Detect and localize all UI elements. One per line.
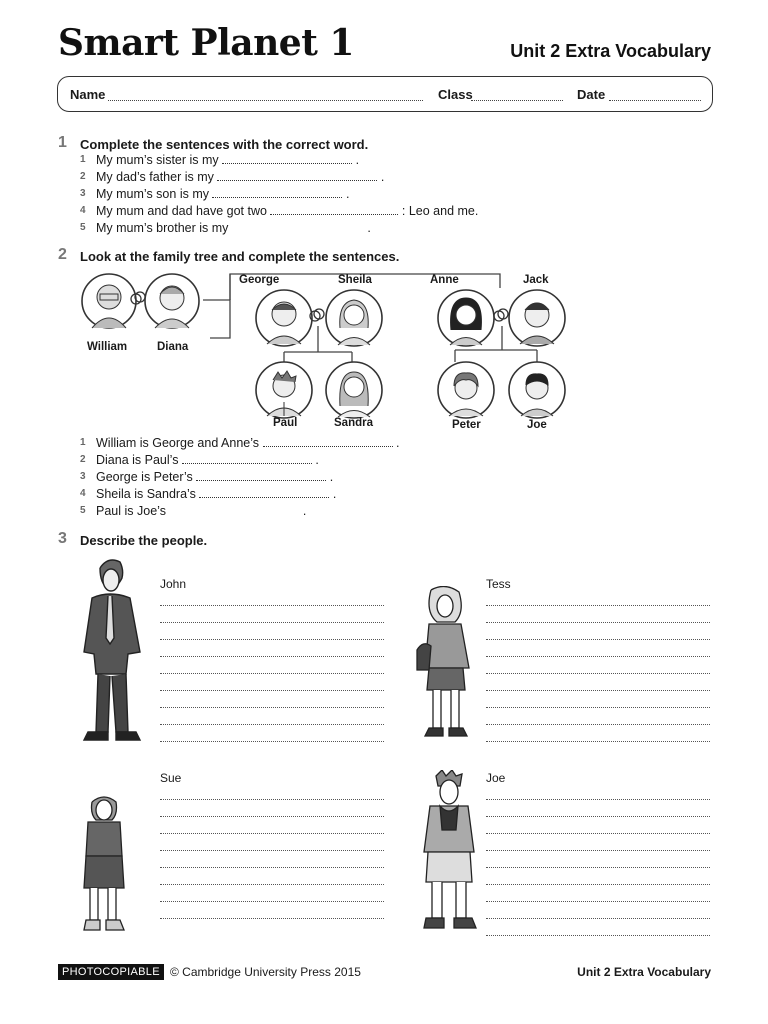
tree-name-sheila: Sheila <box>338 274 372 286</box>
portrait-anne-icon <box>436 288 496 348</box>
sue-writing-line[interactable] <box>160 918 384 919</box>
answer-blank[interactable] <box>199 487 329 498</box>
ring-icon <box>308 306 326 324</box>
portrait-diana-icon <box>143 272 201 330</box>
section-2-number: 2 <box>58 246 67 263</box>
tess-writing-line[interactable] <box>486 673 710 674</box>
joe-writing-line[interactable] <box>486 867 710 868</box>
date-label: Date <box>577 87 606 102</box>
class-field[interactable] <box>471 100 563 101</box>
tess-writing-line[interactable] <box>486 605 710 606</box>
tess-writing-line[interactable] <box>486 656 710 657</box>
joe-writing-line[interactable] <box>486 833 710 834</box>
sue-figure-illustration <box>78 794 130 936</box>
portrait-george-icon <box>254 288 314 348</box>
sue-writing-line[interactable] <box>160 884 384 885</box>
portrait-jack-icon <box>507 288 567 348</box>
tess-writing-line[interactable] <box>486 690 710 691</box>
tree-name-peter: Peter <box>452 419 481 431</box>
portrait-sandra-icon <box>324 360 384 420</box>
ring-icon <box>129 289 147 307</box>
answer-blank[interactable] <box>232 221 364 232</box>
tree-name-diana: Diana <box>157 341 189 353</box>
tree-name-anne: Anne <box>430 274 459 286</box>
tree-name-joe: Joe <box>527 419 547 431</box>
answer-blank[interactable] <box>212 187 342 198</box>
page-title: Smart Planet 1 <box>58 22 354 64</box>
portrait-sheila-icon <box>324 288 384 348</box>
john-figure-illustration <box>78 556 152 744</box>
joe-writing-line[interactable] <box>486 850 710 851</box>
joe-writing-line[interactable] <box>486 799 710 800</box>
joe-writing-line[interactable] <box>486 816 710 817</box>
tess-writing-line[interactable] <box>486 724 710 725</box>
john-writing-line[interactable] <box>160 673 384 674</box>
sue-writing-line[interactable] <box>160 816 384 817</box>
answer-blank[interactable] <box>263 436 393 447</box>
class-label: Class <box>438 87 473 102</box>
answer-blank[interactable] <box>169 504 299 515</box>
ring-icon <box>492 306 510 324</box>
tree-name-jack: Jack <box>523 274 549 286</box>
john-writing-line[interactable] <box>160 707 384 708</box>
person-name-john: John <box>160 577 187 591</box>
section-3-title: Describe the people. <box>80 533 208 548</box>
john-writing-line[interactable] <box>160 639 384 640</box>
joe-figure-illustration <box>418 770 480 936</box>
answer-blank[interactable] <box>270 204 398 215</box>
answer-blank[interactable] <box>217 170 377 181</box>
john-writing-line[interactable] <box>160 741 384 742</box>
date-field[interactable] <box>609 100 701 101</box>
john-writing-line[interactable] <box>160 690 384 691</box>
tess-writing-line[interactable] <box>486 741 710 742</box>
name-field[interactable] <box>108 100 423 101</box>
photocopiable-badge: PHOTOCOPIABLE <box>58 964 164 980</box>
section-1-number: 1 <box>58 134 67 151</box>
section-1-title: Complete the sentences with the correct word. <box>80 137 369 152</box>
answer-blank[interactable] <box>196 470 326 481</box>
sue-writing-line[interactable] <box>160 850 384 851</box>
tess-figure-illustration <box>415 586 477 742</box>
joe-writing-line[interactable] <box>486 935 710 936</box>
portrait-peter-icon <box>436 360 496 420</box>
tree-name-george: George <box>239 274 280 286</box>
sue-writing-line[interactable] <box>160 867 384 868</box>
joe-writing-line[interactable] <box>486 884 710 885</box>
tess-writing-line[interactable] <box>486 639 710 640</box>
john-writing-line[interactable] <box>160 656 384 657</box>
name-label: Name <box>70 87 106 102</box>
joe-writing-line[interactable] <box>486 918 710 919</box>
portrait-paul-icon <box>254 360 314 420</box>
sue-writing-line[interactable] <box>160 799 384 800</box>
section-3-number: 3 <box>58 530 67 547</box>
student-info-box <box>57 76 713 112</box>
john-writing-line[interactable] <box>160 724 384 725</box>
person-name-sue: Sue <box>160 771 182 785</box>
answer-blank[interactable] <box>222 153 352 164</box>
person-name-tess: Tess <box>486 577 511 591</box>
tree-name-william: William <box>87 341 128 353</box>
section-2-title: Look at the family tree and complete the sentences. <box>80 249 400 264</box>
joe-writing-line[interactable] <box>486 901 710 902</box>
tess-writing-line[interactable] <box>486 707 710 708</box>
person-name-joe: Joe <box>486 771 506 785</box>
tess-writing-line[interactable] <box>486 622 710 623</box>
portrait-joe-icon <box>507 360 567 420</box>
sue-writing-line[interactable] <box>160 901 384 902</box>
tree-name-sandra: Sandra <box>334 417 373 429</box>
unit-title: Unit 2 Extra Vocabulary <box>510 41 711 61</box>
john-writing-line[interactable] <box>160 622 384 623</box>
tree-name-paul: Paul <box>273 417 298 429</box>
footer-unit-title: Unit 2 Extra Vocabulary <box>577 965 711 979</box>
sue-writing-line[interactable] <box>160 833 384 834</box>
answer-blank[interactable] <box>182 453 312 464</box>
john-writing-line[interactable] <box>160 605 384 606</box>
copyright-text: © Cambridge University Press 2015 <box>170 965 361 979</box>
